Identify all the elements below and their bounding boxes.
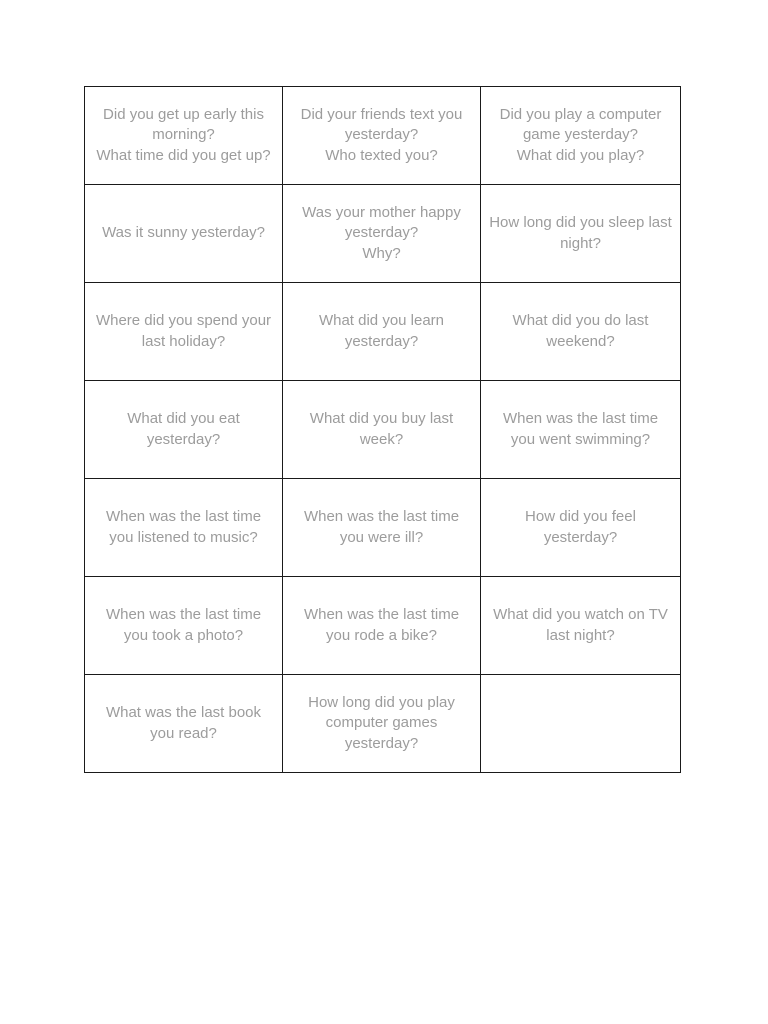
question-card: What was the last book you read? bbox=[85, 675, 283, 773]
card-row bbox=[85, 479, 681, 577]
question-card: Where did you spend your last holiday? bbox=[85, 283, 283, 381]
question-card: When was the last time you took a photo? bbox=[85, 577, 283, 675]
question-card: When was the last time you rode a bike? bbox=[283, 577, 481, 675]
question-card: Was your mother happy yesterday? Why? bbox=[283, 185, 481, 283]
card-row bbox=[85, 185, 681, 283]
question-card: What did you do last weekend? bbox=[481, 283, 681, 381]
question-card: What did you learn yesterday? bbox=[283, 283, 481, 381]
question-card: How long did you sleep last night? bbox=[481, 185, 681, 283]
question-card: What did you watch on TV last night? bbox=[481, 577, 681, 675]
card-row bbox=[85, 675, 681, 773]
question-card: What did you buy last week? bbox=[283, 381, 481, 479]
question-card: Was it sunny yesterday? bbox=[85, 185, 283, 283]
question-card: How long did you play computer games yesterday? bbox=[283, 675, 481, 773]
question-card: Did you get up early this morning? What time did you get up? bbox=[85, 87, 283, 185]
question-card: When was the last time you went swimming? bbox=[481, 381, 681, 479]
card-row bbox=[85, 283, 681, 381]
question-card: What did you eat yesterday? bbox=[85, 381, 283, 479]
question-card: Did your friends text you yesterday? Who texted you? bbox=[283, 87, 481, 185]
card-row bbox=[85, 577, 681, 675]
question-card: How did you feel yesterday? bbox=[481, 479, 681, 577]
question-card: Did you play a computer game yesterday? What did you play? bbox=[481, 87, 681, 185]
card-row bbox=[85, 381, 681, 479]
question-card: When was the last time you were ill? bbox=[283, 479, 481, 577]
empty-card bbox=[481, 675, 681, 773]
question-card-grid bbox=[84, 86, 681, 773]
question-card: When was the last time you listened to music? bbox=[85, 479, 283, 577]
card-row bbox=[85, 87, 681, 185]
